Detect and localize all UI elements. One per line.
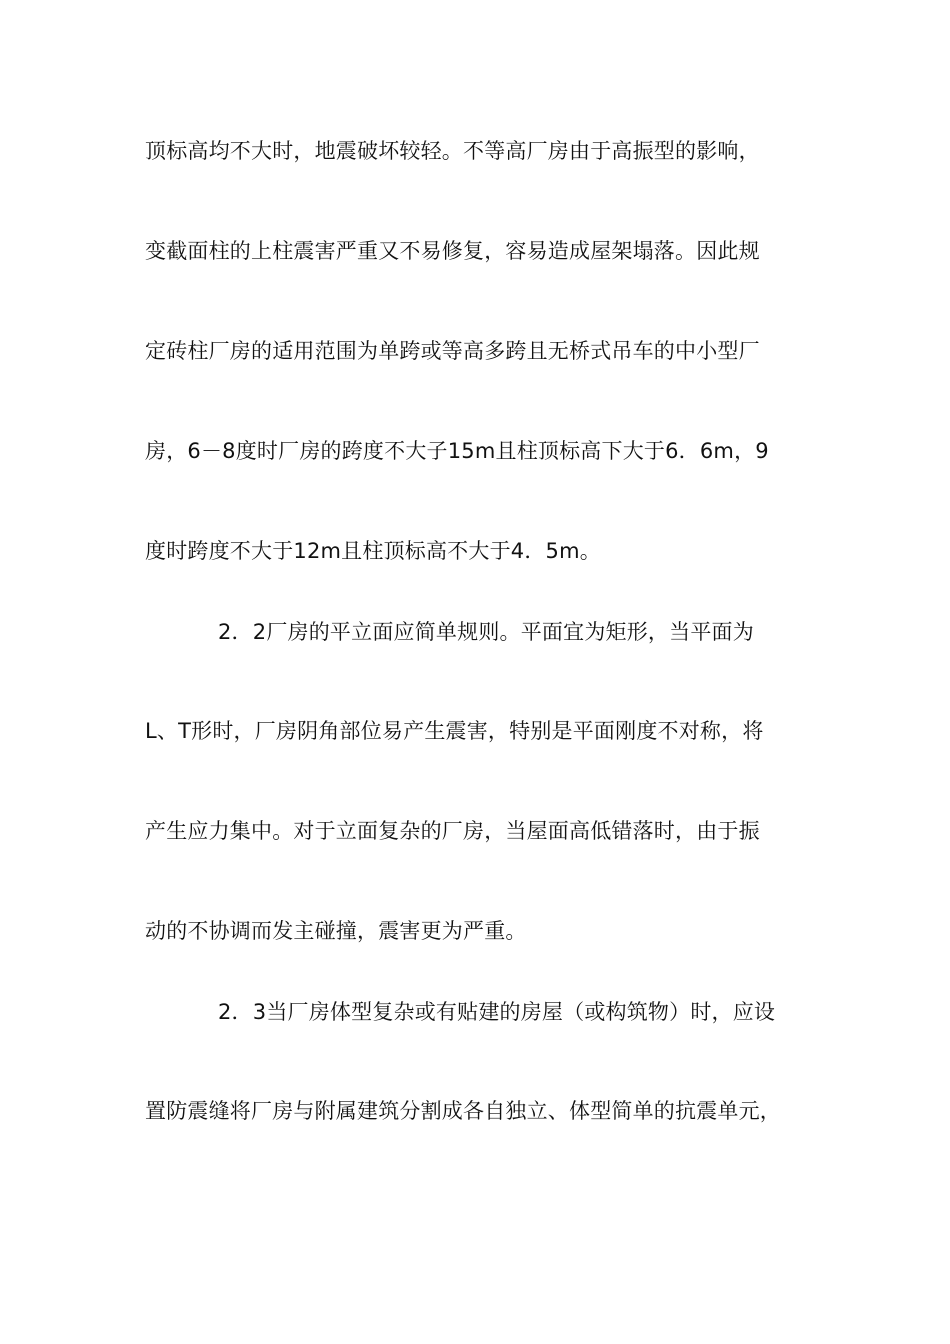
text-line: 置防震缝将厂房与附属建筑分割成各自独立、体型简单的抗震单元， [145,1099,781,1123]
paragraph-start-line: 2．3当厂房体型复杂或有贴建的房屋（或构筑物）时，应设 [218,1000,776,1024]
text-line: 动的不协调而发主碰撞，震害更为严重。 [145,919,527,943]
paragraph-start-line: 2．2厂房的平立面应简单规则。平面宜为矩形，当平面为 [218,620,754,644]
text-line: 变截面柱的上柱震害严重又不易修复，容易造成屋架塌落。因此规 [145,239,760,263]
text-line: 产生应力集中。对于立面复杂的厂房，当屋面高低错落时，由于振 [145,819,760,843]
text-line: 定砖柱厂房的适用范围为单跨或等高多跨且无桥式吊车的中小型厂 [145,339,760,363]
text-line: 顶标高均不大时，地震破坏较轻。不等高厂房由于高振型的影响， [145,139,760,163]
text-line: 房，6－8度时厂房的跨度不大子15m且柱顶标高下大于6．6m，9 [145,439,769,463]
text-line: 度时跨度不大于12m且柱顶标高不大于4．5m。 [145,539,601,563]
text-line: L、T形时，厂房阴角部位易产生震害，特别是平面刚度不对称，将 [145,719,764,743]
